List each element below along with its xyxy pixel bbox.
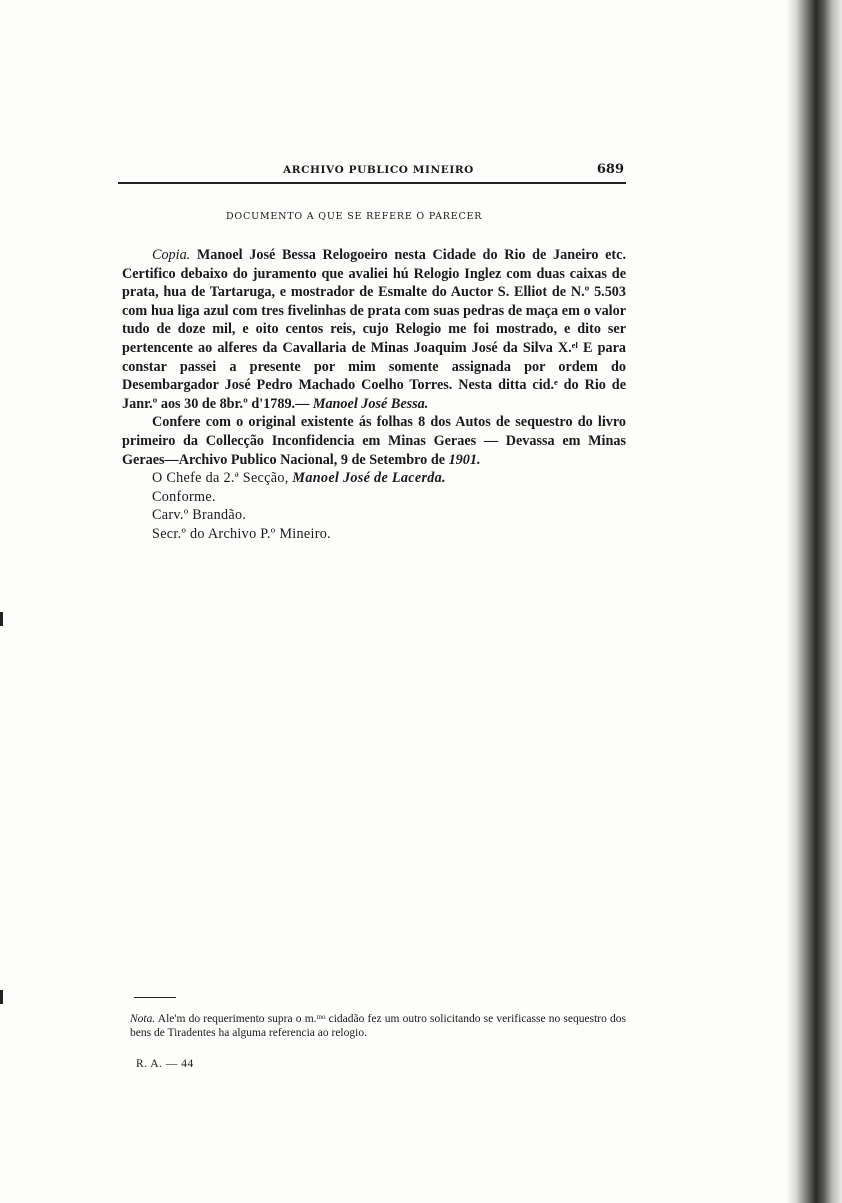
folio-mark: R. A. — 44 xyxy=(136,1058,194,1070)
footnote xyxy=(130,1013,626,1040)
certificate-text: Manoel José Bessa Relogoeiro nesta Cidade do Rio de Janeiro etc. Certifico debaixo do juramento que avaliei hú Relogio Inglez com duas caixas de prata, hua de Tartaruga, e mostrador de Esmalte do Auctor S. Elliot de N.º 5.503 com hua liga azul com tres fivelinhas de prata com suas pedras de maça em o valor tudo de doze mil, e oito centos reis, cujo Relogio me foi mostrado, e dito ser pertencente ao alferes da Cavallaria de Minas Joaquim José da Silva X.ᵉˡ E para constar passei a presente por mim somente assignada por ordem do Desembargador José Pedro Machado Coelho Torres. Nesta ditta cid.ᵉ do Rio de Janr.º aos 30 de 8br.º d'1789.— xyxy=(122,247,626,412)
margin-mark xyxy=(0,612,3,626)
page-header xyxy=(118,160,626,184)
closing-line-conforme: Conforme. xyxy=(152,488,216,505)
copia-label: Copia. xyxy=(152,247,191,263)
chefe-title: O Chefe da 2.ª Secção, xyxy=(152,470,293,487)
chefe-name: Manoel José de Lacerda. xyxy=(292,470,446,487)
confirmation-text: Confere com o original existente ás folhas 8 dos Autos de sequestro do livro primeiro da Collecção Inconfidencia em Minas Geraes — Devassa em Minas Geraes—Archivo Publico Nacional, 9 de Setembro de xyxy=(122,414,626,468)
running-head: ARCHIVO PUBLICO MINEIRO xyxy=(283,164,474,176)
closing-line-secretario: Secr.º do Archivo P.º Mineiro. xyxy=(152,525,331,542)
footnote-text: Ale'm do requerimento supra o m.ᵐᵒ cidadão fez um outro solicitando se verificasse no sequestro dos bens de Tiradentes ha alguma referencia ao relogio. xyxy=(130,1013,626,1039)
certificate-signature: Manoel José Bessa. xyxy=(309,395,429,412)
header-rule xyxy=(118,182,626,184)
page-number: 689 xyxy=(596,162,624,177)
document-heading: DOCUMENTO A QUE SE REFERE O PARECER xyxy=(226,211,483,222)
confirmation-paragraph xyxy=(122,413,626,469)
closing-line-brandao: Carv.º Brandão. xyxy=(152,507,247,524)
footnote-label: Nota. xyxy=(130,1013,156,1025)
confirmation-year: 1901. xyxy=(448,451,481,468)
footnote-rule xyxy=(134,997,176,998)
closing-line-chefe xyxy=(122,469,626,488)
margin-mark xyxy=(0,990,3,1004)
document-body xyxy=(122,246,626,544)
certificate-paragraph xyxy=(122,246,626,413)
page-binding-edge xyxy=(786,0,842,1203)
